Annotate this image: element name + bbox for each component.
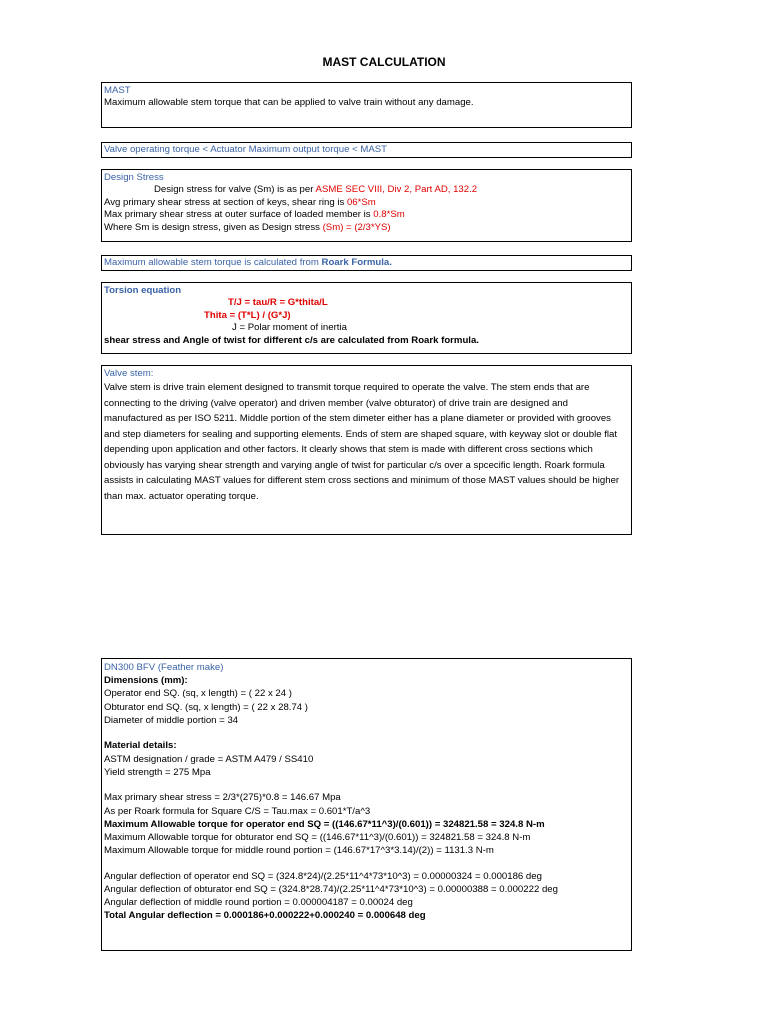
design-stress-line-3 [104, 209, 629, 221]
torsion-equation-1: T/J = tau/R = G*thita/L [228, 297, 328, 309]
valve-stem-line: assists in calculating MAST values for different stem cross sections and minimum of those MAST values should be higher [104, 475, 620, 487]
valve-stem-line: connecting to the driving (valve operator) and driven member (valve obturator) of drive train are designed and [104, 397, 568, 409]
material-designation: ASTM designation / grade = ASTM A479 / SS410 [104, 753, 314, 765]
dn300-heading: DN300 BFV (Feather make) [104, 662, 224, 673]
valve-stem-line: depending upon application and other factors. It clearly shows that stem is made with different cross sections which [104, 444, 593, 456]
design-stress-line-2-text: Avg primary shear stress at section of keys, shear ring is [104, 196, 347, 208]
valve-stem-line: Valve stem is drive train element designed to transmit torque required to operate the valve. The stem ends that are [104, 382, 590, 394]
roark-formula-box [101, 255, 632, 271]
roark-square-formula: As per Roark formula for Square C/S = Tau.max = 0.601*T/a^3 [104, 805, 371, 817]
roark-formula-name: Roark Formula. [321, 257, 392, 268]
valve-stem-heading: Valve stem: [104, 368, 154, 379]
polar-moment-note: J = Polar moment of inertia [232, 322, 347, 334]
torque-obturator-end: Maximum Allowable torque for obturator end SQ = ((146.67*11^3)/(0.601)) = 324821.58 = 324.8 N-m [104, 832, 531, 844]
torsion-heading: Torsion equation [104, 285, 182, 296]
design-stress-line-3-text: Max primary shear stress at outer surface of loaded member is [104, 209, 374, 221]
torque-relation-text: Valve operating torque < Actuator Maximum output torque < MAST [104, 144, 387, 155]
design-stress-formula: (Sm) = (2/3*YS) [322, 221, 391, 233]
total-angular-deflection: Total Angular deflection = 0.000186+0.000222+0.000240 = 0.000648 deg [104, 910, 426, 922]
deflection-middle-portion: Angular deflection of middle round portion = 0.000004187 = 0.00024 deg [104, 897, 413, 909]
max-shear-stress-calc: Max primary shear stress = 2/3*(275)*0.8 = 146.67 Mpa [104, 792, 341, 804]
valve-stem-line: than max. actuator operating torque. [104, 490, 259, 502]
deflection-obturator-end: Angular deflection of obturator end SQ = (324.8*28.74)/(2.25*11^4*73*10^3) = 0.00000388 = 0.000222 deg [104, 884, 558, 896]
max-shear-factor: 0.8*Sm [373, 209, 405, 221]
valve-stem-line: manufactured as per ISO 5211. Middle portion of the stem dimeter either has a plane diameter or provided with grooves [104, 413, 611, 425]
torsion-equation-2: Thita = (T*L) / (G*J) [204, 309, 291, 321]
dimension-obturator-end: Obturator end SQ. (sq, x length) = ( 22 x 28.74 ) [104, 701, 308, 713]
mast-heading: MAST [104, 85, 131, 96]
torsion-note: shear stress and Angle of twist for different c/s are calculated from Roark formula. [104, 334, 479, 346]
mast-definition-box [101, 82, 632, 128]
avg-shear-factor: 06*Sm [346, 196, 376, 208]
dn300-calculation-box [101, 658, 632, 951]
material-label: Material details: [104, 740, 177, 752]
design-stress-line-1 [104, 184, 629, 196]
torsion-equation-box [101, 282, 632, 354]
design-stress-box [101, 169, 632, 242]
torque-middle-portion: Maximum Allowable torque for middle round portion = (146.67*17^3*3.14)/(2)) = 1131.3 N-m [104, 845, 494, 857]
valve-stem-box [101, 365, 632, 535]
valve-stem-line: obviously has varying shear strength and varying angle of twist for particular c/s over a spcecific length. Roark formula [104, 459, 605, 471]
yield-strength: Yield strength = 275 Mpa [104, 766, 211, 778]
design-stress-line-1-text: Design stress for valve (Sm) is as per [154, 184, 316, 196]
deflection-operator-end: Angular deflection of operator end SQ = (324.8*24)/(2.25*11^4*73*10^3) = 0.00000324 = 0.000186 deg [104, 870, 542, 882]
dimensions-label: Dimensions (mm): [104, 675, 188, 687]
roark-formula-text [104, 257, 629, 269]
dimension-middle-portion: Diameter of middle portion = 34 [104, 714, 239, 726]
asme-reference: ASME SEC VIII, Div 2, Part AD, 132.2 [315, 184, 478, 196]
mast-definition-text: Maximum allowable stem torque that can be applied to valve train without any damage. [104, 97, 474, 109]
design-stress-line-2 [104, 197, 629, 209]
design-stress-line-4 [104, 222, 629, 234]
valve-stem-line: and step diameters for sealing and supporting elements. Ends of stem are shaped square, with keyway slot or double flat [104, 428, 618, 440]
design-stress-heading: Design Stress [104, 172, 164, 183]
roark-formula-prefix: Maximum allowable stem torque is calculated from [104, 257, 322, 268]
design-stress-line-4-text: Where Sm is design stress, given as Design stress [104, 221, 323, 233]
torque-relation-box [101, 142, 632, 158]
page-title: MAST CALCULATION [322, 55, 446, 69]
torque-operator-end: Maximum Allowable torque for operator end SQ = ((146.67*11^3)/(0.601)) = 324821.58 = 324.8 N-m [104, 818, 545, 830]
dimension-operator-end: Operator end SQ. (sq, x length) = ( 22 x 24 ) [104, 688, 292, 700]
